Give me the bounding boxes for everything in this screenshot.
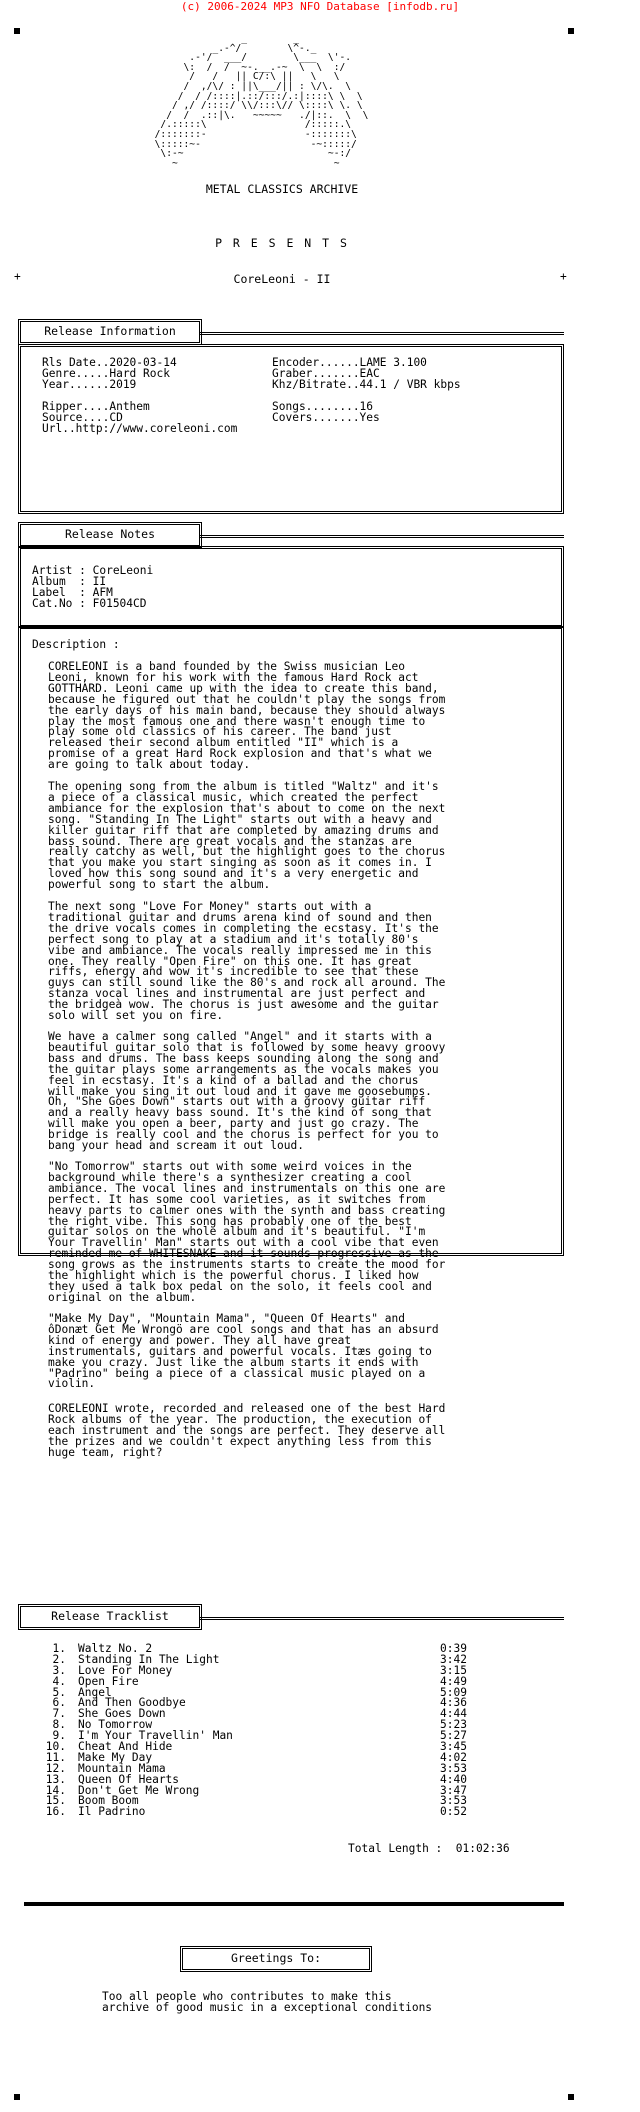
track-title: Queen Of Hearts bbox=[78, 1772, 180, 1786]
track-title: No Tomorrow bbox=[78, 1718, 153, 1732]
track-length: 0:52 bbox=[440, 1805, 467, 1819]
track-row bbox=[42, 1807, 522, 1818]
track-number: 13. bbox=[45, 1772, 66, 1786]
divider bbox=[200, 332, 564, 335]
ripper: Ripper....Anthem bbox=[42, 400, 150, 413]
khz-bitrate: Khz/Bitrate..44.1 / VBR kbps bbox=[272, 378, 461, 391]
artist: Artist : CoreLeoni bbox=[32, 564, 154, 577]
site-banner: (c) 2006-2024 MP3 NFO Database [infodb.ru] bbox=[180, 0, 460, 13]
release-title: CoreLeoni - II bbox=[233, 272, 331, 286]
track-title: Don't Get Me Wrong bbox=[78, 1783, 200, 1797]
track-title: Angel bbox=[78, 1685, 112, 1699]
track-number: 10. bbox=[45, 1740, 66, 1754]
track-length: 4:44 bbox=[440, 1707, 467, 1721]
album: Album : II bbox=[32, 575, 107, 588]
graber: Graber.......EAC bbox=[272, 367, 380, 380]
divider bbox=[200, 535, 564, 538]
divider-thick bbox=[24, 1902, 564, 1906]
track-title: Boom Boom bbox=[78, 1794, 139, 1808]
url: Url..http://www.coreleoni.com bbox=[42, 422, 238, 435]
track-number: 16. bbox=[45, 1805, 66, 1819]
section-label-tracklist: Release Tracklist bbox=[18, 1604, 202, 1630]
catalog-number: Cat.No : F01504CD bbox=[32, 597, 147, 610]
ascii-logo: _ _ _.-^/ \^-._ .-'/ ___/ \___ \'-. \: / / ~-.__.-~ \ \ :/ / / || C/:\ || \ \ / ,/\/ : ||\___/|| : \/\. \ / / /::::|.::/:::/.:|::::\ \ \ / ,/ /::::/ \\/:::\// \::::\ \. \ / / .::|\. ~~~~~ ./|::. \ \ /.:::::\ /:::::.\ /:::::::- -:::::::\ \:::::~- -~:::::/ \:-~ ~-:/ ~ ~ bbox=[154, 33, 369, 169]
track-title: Open Fire bbox=[78, 1674, 139, 1688]
corner-bullet bbox=[14, 28, 20, 34]
year: Year......2019 bbox=[42, 378, 137, 391]
track-number: 5. bbox=[52, 1685, 66, 1699]
track-number: 9. bbox=[52, 1729, 66, 1743]
track-title: And Then Goodbye bbox=[78, 1696, 186, 1710]
section-label-info: Release Information bbox=[18, 319, 202, 345]
track-number: 14. bbox=[45, 1783, 66, 1797]
corner-bullet bbox=[568, 2094, 574, 2100]
description-paragraph: "No Tomorrow" starts out with some weird voices in the background while there's a synthesizer creating a cool ambiance. The vocal lines and instrumentals on this one are perfect. It has some cool varieties, as it switches from heavy parts to calmer ones with the synth and bass creating the right vibe. This song has probably one of the best guitar solos on the whole album and it's beautiful. "I'm Your Travellin' Man" starts out with a cool vibe that even reminded me of WHITESNAKE and it sounds progressive as the song grows as the instruments starts to create the mood for the highlight which is the powerful chorus. I liked how they used a talk box pedal on the solo, it feels cool and original on the album. bbox=[48, 1160, 446, 1304]
divider bbox=[200, 1617, 564, 1620]
track-title: Waltz No. 2 bbox=[78, 1642, 153, 1655]
greetings-text: Too all people who contributes to make this archive of good music in a exceptional conditions bbox=[102, 1990, 433, 2014]
description-paragraph: CORELEONI is a band founded by the Swiss musician Leo Leoni, known for his work with the famous Hard Rock act GOTTHARD. Leoni came up with the idea to create this band, because he figured out that he couldn't play the songs from the early days of his main band, because they should always play the most famous one and there wasn't enough time to play some old classics of his career. The band just released their second album entitled "II" which is a promise of a great Hard Rock explosion and that's what we are going to talk about today. bbox=[48, 660, 446, 772]
track-title: She Goes Down bbox=[78, 1707, 166, 1721]
track-title: Standing In The Light bbox=[78, 1652, 220, 1666]
archive-name: METAL CLASSICS ARCHIVE bbox=[205, 182, 359, 196]
track-length: 0:39 bbox=[440, 1642, 467, 1655]
track-length: 4:49 bbox=[440, 1674, 467, 1688]
description-paragraph: CORELEONI wrote, recorded and released one of the best Hard Rock albums of the year. The production, the execution of each instrument and the songs are perfect. They deserve all the prizes and we couldn't expect anything less from this huge team, right? bbox=[48, 1402, 446, 1459]
track-number: 1. bbox=[52, 1642, 66, 1655]
description-paragraph: We have a calmer song called "Angel" and it starts with a beautiful guitar solo that is followed by some heavy groovy bass and drums. The bass keeps sounding along the song and the guitar plays some arrangements as the vocals makes you feel in ecstasy. It's a kind of a ballad and the chorus will make you sing it out loud and it gave me goosebumps. Oh, "She Goes Down" starts out with a groovy guitar riff and a really heavy bass sound. It's the kind of song that will make you open a beer, party and just go crazy. The bridge is really cool and the chorus is perfect for you to bang your head and scream it out loud. bbox=[48, 1030, 446, 1153]
nfo-document bbox=[0, 14, 640, 2112]
track-length: 3:47 bbox=[440, 1783, 467, 1797]
track-length: 3:45 bbox=[440, 1740, 467, 1754]
track-title: Il Padrino bbox=[78, 1805, 146, 1819]
track-number: 15. bbox=[45, 1794, 66, 1808]
corner-bullet bbox=[568, 28, 574, 34]
track-number: 8. bbox=[52, 1718, 66, 1732]
track-length: 4:40 bbox=[440, 1772, 467, 1786]
covers: Covers.......Yes bbox=[272, 411, 380, 424]
track-length: 4:02 bbox=[440, 1750, 467, 1764]
track-number: 6. bbox=[52, 1696, 66, 1710]
description-paragraph: The next song "Love For Money" starts out with a traditional guitar and drums arena kind of sound and then the drive vocals comes in completing the ecstasy. It's the perfect song to play at a stadium and it's totally 80's vibe and ambiance. The vocals really impressed me in this one. They really "Open Fire" on this one. It has great riffs, energy and wow it's incredible to see that these guys can still sound like the 80's and rock all around. The stanza vocal lines and instrumental are just perfect and the bridgeà wow. The chorus is just awesome and the guitar solo will set you on fire. bbox=[48, 900, 446, 1023]
track-length: 4:36 bbox=[440, 1696, 467, 1710]
track-title: Make My Day bbox=[78, 1750, 153, 1764]
track-title: Mountain Mama bbox=[78, 1761, 166, 1775]
tracklist bbox=[42, 1644, 522, 1818]
track-length: 5:27 bbox=[440, 1729, 467, 1743]
track-length: 3:53 bbox=[440, 1794, 467, 1808]
track-number: 4. bbox=[52, 1674, 66, 1688]
track-number: 2. bbox=[52, 1652, 66, 1666]
track-length: 5:23 bbox=[440, 1718, 467, 1732]
track-title: I'm Your Travellin' Man bbox=[78, 1729, 233, 1743]
genre: Genre.....Hard Rock bbox=[42, 367, 170, 380]
track-number: 11. bbox=[45, 1750, 66, 1764]
track-number: 3. bbox=[52, 1663, 66, 1677]
description-paragraph: The opening song from the album is titled "Waltz" and it's a piece of a classical music, which created the perfect ambiance for the explosion that's about to come on the next song. "Standing In The Light" starts out with a heavy and killer guitar riff that are completed by amazing drums and bass sound. There are great vocals and the stanzas are really catchy as well, but the highlight goes to the chorus that you make you start singing as soon as it comes in. I loved how this song sound and it's a very energetic and powerful song to start the album. bbox=[48, 780, 446, 892]
description-paragraph: "Make My Day", "Mountain Mama", "Queen Of Hearts" and ôDonæt Get Me Wrongö are cool songs and that has an absurd kind of energy and power. They all have great instrumentals, guitars and powerful vocals. Itæs going to make you crazy. Just like the album starts it ends with "Padrino" being a piece of a classical music played on a violin. bbox=[48, 1312, 439, 1391]
track-length: 3:15 bbox=[440, 1663, 467, 1677]
bullet-right: + bbox=[560, 270, 567, 283]
encoder: Encoder......LAME 3.100 bbox=[272, 356, 427, 369]
presents-heading: P R E S E N T S bbox=[215, 236, 349, 250]
track-length: 3:53 bbox=[440, 1761, 467, 1775]
track-title: Cheat And Hide bbox=[78, 1740, 173, 1754]
track-length: 5:09 bbox=[440, 1685, 467, 1699]
total-length: Total Length : 01:02:36 bbox=[348, 1842, 510, 1855]
songs-count: Songs........16 bbox=[272, 400, 374, 413]
description-label: Description : bbox=[32, 638, 120, 651]
track-length: 3:42 bbox=[440, 1652, 467, 1666]
track-title: Love For Money bbox=[78, 1663, 173, 1677]
corner-bullet bbox=[14, 2094, 20, 2100]
section-label-notes: Release Notes bbox=[18, 522, 202, 548]
label: Label : AFM bbox=[32, 586, 113, 599]
section-label-greetings: Greetings To: bbox=[180, 1946, 372, 1972]
track-number: 12. bbox=[45, 1761, 66, 1775]
track-number: 7. bbox=[52, 1707, 66, 1721]
source: Source....CD bbox=[42, 411, 123, 424]
rls-date: Rls Date..2020-03-14 bbox=[42, 356, 177, 369]
bullet-left: + bbox=[14, 270, 21, 283]
